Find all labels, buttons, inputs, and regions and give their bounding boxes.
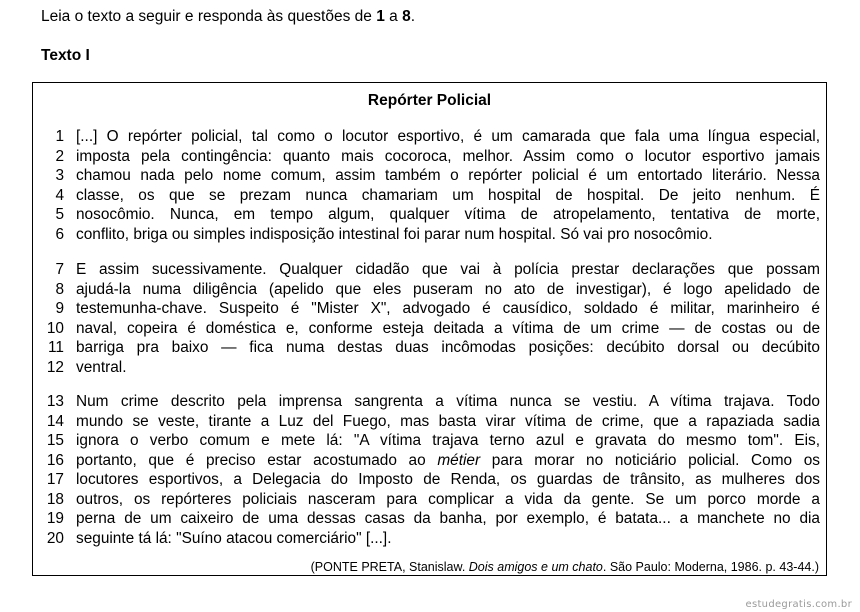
line-text: Num crime descrito pela imprensa sangrenta a vítima nunca se vestiu. A vítima trajava. Todo bbox=[76, 393, 820, 410]
text-line bbox=[33, 451, 826, 471]
line-number: 7 bbox=[55, 261, 64, 278]
line-text: seguinte tá lá: "Suíno atacou comerciário" [...]. bbox=[76, 529, 392, 547]
line-text: mundo se veste, tirante a Luz del Fuego, mas basta virar vítima de crime, que a rapaziada sadia bbox=[76, 412, 820, 430]
line-number: 17 bbox=[46, 471, 64, 488]
line-text: conflito, briga ou simples indisposição intestinal foi parar num hospital. Só vai pro nosocômio. bbox=[76, 225, 713, 243]
text-line bbox=[33, 319, 826, 339]
line-number: 15 bbox=[46, 432, 64, 449]
text-line bbox=[33, 147, 826, 167]
line-number: 6 bbox=[55, 225, 64, 243]
line-number: 16 bbox=[46, 451, 64, 469]
line-text: classe, os que se prezam nunca chamariam um hospital de hospital. De jeito nenhum. É bbox=[76, 186, 820, 204]
line-number: 20 bbox=[46, 529, 64, 547]
text-line bbox=[33, 358, 826, 378]
text-line bbox=[33, 205, 826, 225]
line-text: naval, copeira é doméstica e, conforme esteja deitada a vítima de um crime — de costas ou de bbox=[76, 319, 820, 337]
line-text: E assim sucessivamente. Qualquer cidadão que vai à polícia prestar declarações que possam bbox=[76, 261, 820, 278]
line-text: ventral. bbox=[76, 358, 127, 376]
line-text: chamou nada pelo nome comum, assim também o repórter policial é um entortado literário. Nessa bbox=[76, 167, 820, 184]
line-text: imposta pela contingência: quanto mais cocoroca, melhor. Assim como o locutor esportivo jamais bbox=[76, 147, 820, 165]
watermark: estudegratis.com.br bbox=[745, 599, 852, 610]
line-number: 10 bbox=[46, 319, 64, 337]
citation: (PONTE PRETA, Stanislaw. Dois amigos e um chato. São Paulo: Moderna, 1986. p. 43-44.) bbox=[310, 560, 819, 574]
line-number: 13 bbox=[46, 393, 64, 410]
line-text: ajudá-la numa diligência (apelido que eles puseram no ato de investigar), é logo apelidado de bbox=[76, 280, 820, 298]
line-number: 9 bbox=[55, 300, 64, 317]
text-line bbox=[33, 529, 826, 549]
line-number: 2 bbox=[55, 147, 64, 165]
text-title: Repórter Policial bbox=[367, 92, 492, 109]
line-number: 4 bbox=[55, 186, 64, 204]
text-line bbox=[33, 392, 826, 412]
line-text: ignora o verbo comum e mete lá: "A vítima trajava terno azul e gravata do mesmo tom". Eis, bbox=[76, 432, 820, 449]
text-line bbox=[33, 280, 826, 300]
line-text: barriga pra baixo — fica numa destas duas incômodas posições: decúbito dorsal ou decúbito bbox=[76, 339, 820, 356]
line-number: 18 bbox=[46, 490, 64, 508]
text-line bbox=[33, 338, 826, 358]
text-line bbox=[33, 412, 826, 432]
line-text: perna de um caixeiro de uma dessas casas da banha, por exemplo, é batata... a manchete no dia bbox=[76, 510, 820, 527]
line-text: nosocômio. Nunca, em tempo algum, qualquer vítima de atropelamento, tentativa de morte, bbox=[76, 206, 820, 223]
line-number: 3 bbox=[55, 167, 64, 184]
line-text: locutores esportivos, a Delegacia do Imposto de Renda, os guardas de trânsito, as mulheres dos bbox=[76, 471, 820, 488]
line-text: testemunha-chave. Suspeito é "Mister X", advogado é causídico, soldado é militar, marinheiro é bbox=[76, 300, 820, 317]
text-line bbox=[33, 509, 826, 529]
text-line bbox=[33, 470, 826, 490]
text-line bbox=[33, 166, 826, 186]
text-line bbox=[33, 299, 826, 319]
line-number: 5 bbox=[55, 206, 64, 223]
text-box bbox=[32, 82, 827, 576]
line-number: 11 bbox=[48, 339, 64, 356]
text-line bbox=[33, 431, 826, 451]
text-label: Texto I bbox=[41, 47, 90, 64]
line-number: 12 bbox=[46, 358, 64, 376]
line-number: 19 bbox=[46, 510, 64, 527]
text-line bbox=[33, 260, 826, 280]
line-number: 8 bbox=[55, 280, 64, 298]
text-line bbox=[33, 225, 826, 245]
line-text: [...] O repórter policial, tal como o locutor esportivo, é um camarada que fala uma língua especial, bbox=[76, 128, 820, 145]
line-number: 14 bbox=[46, 412, 64, 430]
text-line bbox=[33, 490, 826, 510]
text-line bbox=[33, 186, 826, 206]
line-number: 1 bbox=[55, 128, 64, 145]
line-text: portanto, que é preciso estar acostumado ao métier para morar no noticiário policial. Como os bbox=[76, 451, 821, 469]
text-line bbox=[33, 127, 826, 147]
instruction-text: Leia o texto a seguir e responda às questões de 1 a 8. bbox=[41, 8, 415, 25]
line-text: outros, os repórteres policiais nasceram para complicar a vida da gente. Se um porco morde a bbox=[76, 490, 820, 508]
